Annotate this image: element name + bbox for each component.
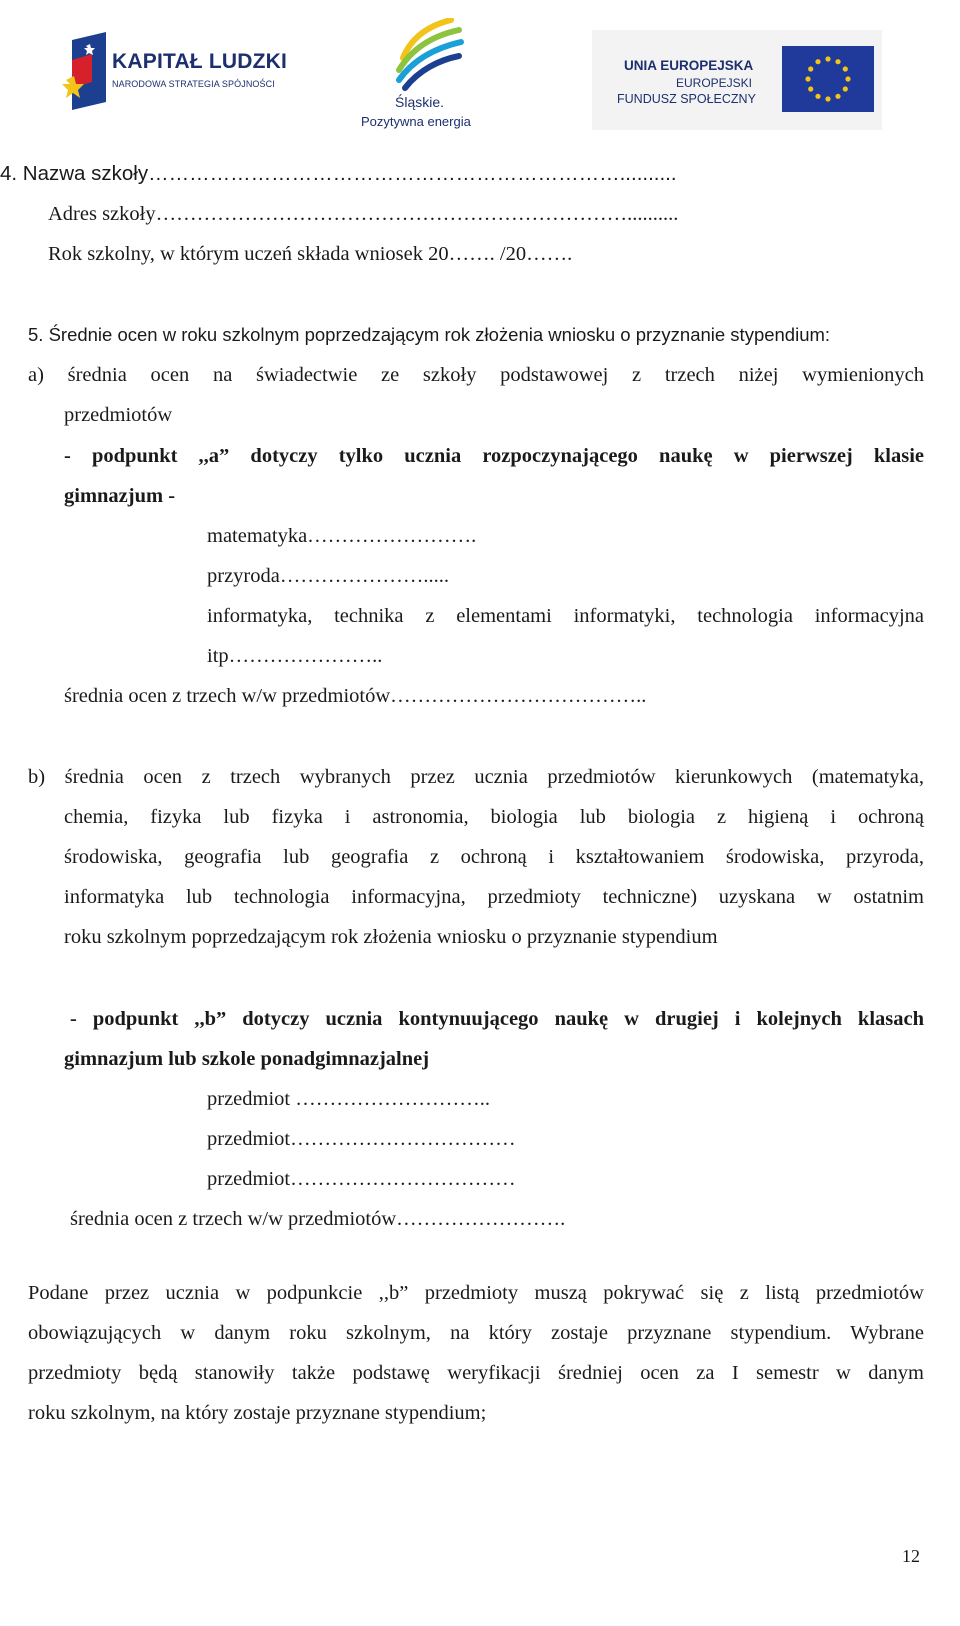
school-name-field: 4. Nazwa szkoły…………………………………………………………….......... bbox=[0, 162, 677, 185]
kapital-ludzki-emblem-icon bbox=[62, 32, 112, 112]
slaskie-logo bbox=[355, 18, 495, 136]
subject-informatics: informatyka, technika z elementami informatyki, technologia informacyjna bbox=[207, 605, 924, 627]
section5-heading: 5. Średnie ocen w roku szkolnym poprzedzającym rok złożenia wniosku o przyznanie stypendium: bbox=[28, 324, 831, 345]
ue-line-2: EUROPEJSKI bbox=[676, 76, 753, 90]
slaskie-title: Śląskie. bbox=[395, 94, 445, 110]
subject-nature: przyroda…………………..... bbox=[207, 565, 449, 587]
subject-field-1: przedmiot ……………………….. bbox=[207, 1088, 490, 1110]
point-b-line-4: informatyka lub technologia informacyjna, przedmioty techniczne) uzyskana w ostatnim bbox=[64, 886, 924, 908]
kapital-ludzki-title: KAPITAŁ LUDZKI bbox=[112, 50, 288, 73]
school-address-field: Adres szkoły…………………………………………………………….......... bbox=[48, 203, 679, 225]
point-b-line-2: chemia, fizyka lub fizyka i astronomia, biologia lub biologia z higieną i ochroną bbox=[64, 806, 924, 828]
point-a-line-1: a) średnia ocen na świadectwie ze szkoły podstawowej z trzech niżej wymienionych bbox=[28, 364, 924, 386]
unia-europejska-logo bbox=[592, 30, 882, 130]
ue-line-3: FUNDUSZ SPOŁECZNY bbox=[617, 92, 756, 106]
slaskie-waves-icon bbox=[355, 18, 495, 94]
kapital-ludzki-subtitle: NARODOWA STRATEGIA SPÓJNOŚCI bbox=[112, 79, 275, 89]
point-a-note-line-1: - podpunkt ,,a” dotyczy tylko ucznia rozpoczynającego naukę w pierwszej klasie bbox=[64, 445, 924, 467]
footnote-line-4: roku szkolnym, na który zostaje przyznane stypendium; bbox=[28, 1402, 487, 1424]
school-year-field: Rok szkolny, w którym uczeń składa wniosek 20……. /20……. bbox=[48, 243, 573, 265]
point-b-note-line-1: - podpunkt ,,b” dotyczy ucznia kontynuującego naukę w drugiej i kolejnych klasach bbox=[70, 1008, 924, 1030]
point-b-line-5: roku szkolnym poprzedzającym rok złożenia wniosku o przyznanie stypendium bbox=[64, 926, 718, 948]
subject-field-2: przedmiot…………………………… bbox=[207, 1128, 516, 1150]
page-number: 12 bbox=[902, 1546, 920, 1566]
ue-line-1: UNIA EUROPEJSKA bbox=[624, 58, 754, 73]
point-a-note-line-2: gimnazjum - bbox=[64, 485, 176, 507]
subject-mathematics: matematyka……………………. bbox=[207, 525, 477, 547]
point-b-line-1: b) średnia ocen z trzech wybranych przez ucznia przedmiotów kierunkowych (matematyka, bbox=[28, 766, 924, 788]
point-a-average: średnia ocen z trzech w/w przedmiotów……………………………….. bbox=[64, 685, 647, 707]
eu-flag-icon bbox=[782, 46, 874, 112]
footnote-line-1: Podane przez ucznia w podpunkcie ,,b” przedmioty muszą pokrywać się z listą przedmiotów bbox=[28, 1282, 924, 1304]
point-b-note-line-2: gimnazjum lub szkole ponadgimnazjalnej bbox=[64, 1048, 430, 1070]
slaskie-subtitle: Pozytywna energia bbox=[361, 114, 471, 129]
point-b-average: średnia ocen z trzech w/w przedmiotów……………………. bbox=[70, 1208, 566, 1230]
footnote-line-3: przedmioty będą stanowiły także podstawę weryfikacji średniej ocen za I semestr w danym bbox=[28, 1362, 924, 1384]
subject-field-3: przedmiot…………………………… bbox=[207, 1168, 516, 1190]
footnote-line-2: obowiązujących w danym roku szkolnym, na który zostaje przyznane stypendium. Wybrane bbox=[28, 1322, 924, 1344]
point-b-line-3: środowiska, geografia lub geografia z ochroną i kształtowaniem środowiska, przyroda, bbox=[64, 846, 924, 868]
kapital-ludzki-logo bbox=[62, 32, 288, 112]
point-a-line-2: przedmiotów bbox=[64, 404, 173, 426]
subject-etc: itp………………….. bbox=[207, 645, 383, 667]
